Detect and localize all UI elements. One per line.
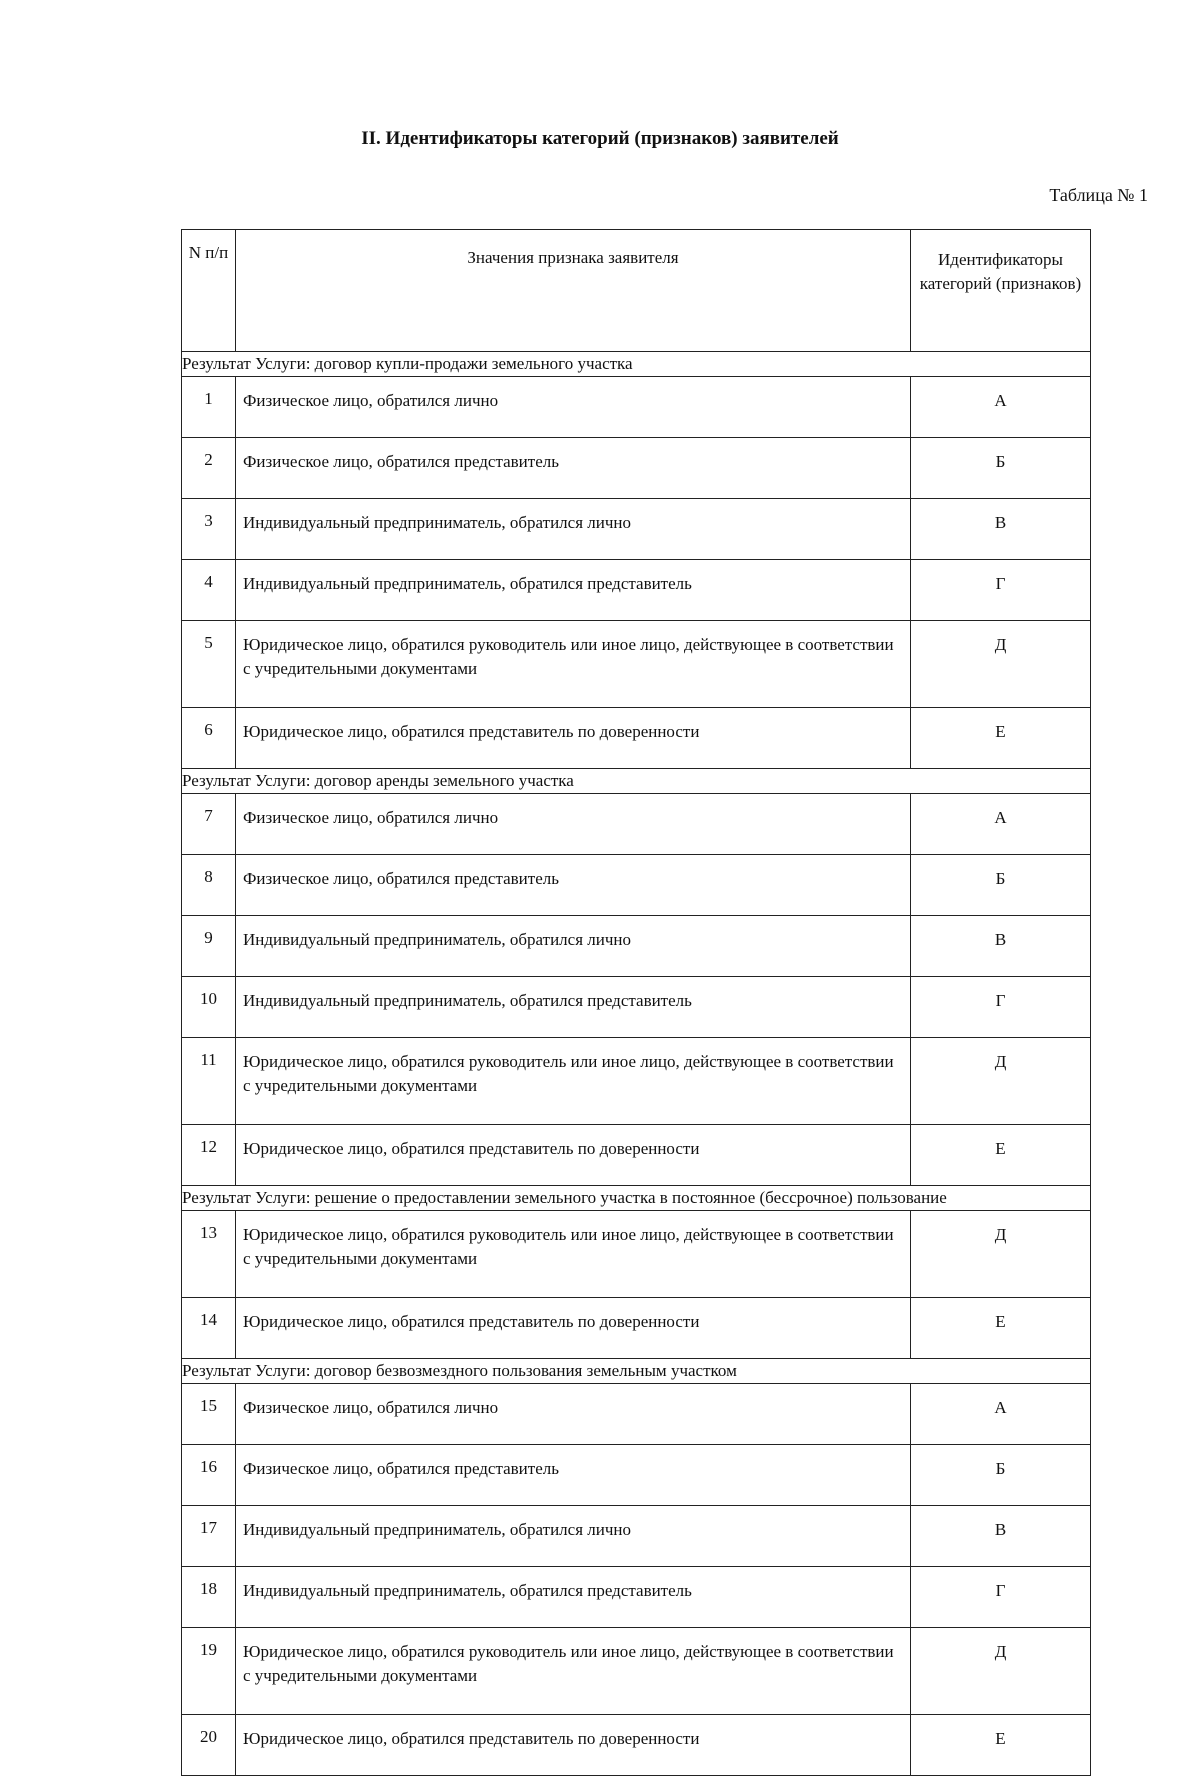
table-row [182, 977, 1091, 1038]
header-value: Значения признака заявителя [236, 230, 911, 352]
table-row [182, 708, 1091, 769]
table-row [182, 794, 1091, 855]
table-row [182, 916, 1091, 977]
row-value: Индивидуальный предприниматель, обратился представитель [236, 977, 911, 1038]
row-number: 1 [182, 377, 236, 438]
table-row [182, 1384, 1091, 1445]
section-title: Результат Услуги: решение о предоставлении земельного участка в постоянное (бессрочное) пользование [182, 1186, 1091, 1211]
row-value: Юридическое лицо, обратился руководитель или иное лицо, действующее в соответствии с учредительными документами [236, 621, 911, 708]
row-identifier: Б [911, 1445, 1091, 1506]
row-value: Индивидуальный предприниматель, обратился лично [236, 1506, 911, 1567]
row-number: 14 [182, 1298, 236, 1359]
section-title: Результат Услуги: договор безвозмездного пользования земельным участком [182, 1359, 1091, 1384]
row-number: 3 [182, 499, 236, 560]
row-identifier: А [911, 1384, 1091, 1445]
row-identifier: В [911, 916, 1091, 977]
row-value: Юридическое лицо, обратился руководитель или иное лицо, действующее в соответствии с учредительными документами [236, 1038, 911, 1125]
row-identifier: Е [911, 1125, 1091, 1186]
row-identifier: Д [911, 1628, 1091, 1715]
table-row [182, 1211, 1091, 1298]
row-number: 20 [182, 1715, 236, 1776]
row-identifier: А [911, 377, 1091, 438]
row-identifier: Б [911, 855, 1091, 916]
table-row [182, 1567, 1091, 1628]
row-identifier: Д [911, 1038, 1091, 1125]
identifiers-table [181, 229, 1091, 1776]
row-identifier: А [911, 794, 1091, 855]
table-row [182, 621, 1091, 708]
row-value: Физическое лицо, обратился лично [236, 794, 911, 855]
row-value: Индивидуальный предприниматель, обратился лично [236, 499, 911, 560]
row-number: 2 [182, 438, 236, 499]
table-row [182, 855, 1091, 916]
table-number-label: Таблица № 1 [1049, 185, 1148, 205]
row-value: Физическое лицо, обратился представитель [236, 438, 911, 499]
table-row [182, 560, 1091, 621]
row-identifier: Е [911, 708, 1091, 769]
row-identifier: Е [911, 1715, 1091, 1776]
section-title: Результат Услуги: договор купли-продажи земельного участка [182, 352, 1091, 377]
row-identifier: Д [911, 621, 1091, 708]
row-value: Физическое лицо, обратился представитель [236, 1445, 911, 1506]
row-value: Физическое лицо, обратился лично [236, 1384, 911, 1445]
row-value: Индивидуальный предприниматель, обратился представитель [236, 560, 911, 621]
header-number: N п/п [182, 230, 236, 352]
row-number: 7 [182, 794, 236, 855]
row-number: 12 [182, 1125, 236, 1186]
row-number: 8 [182, 855, 236, 916]
document-title: II. Идентификаторы категорий (признаков) заявителей [361, 128, 839, 149]
row-value: Юридическое лицо, обратился представитель по доверенности [236, 708, 911, 769]
row-number: 13 [182, 1211, 236, 1298]
section-row [182, 1186, 1091, 1211]
row-identifier: Г [911, 977, 1091, 1038]
row-identifier: Б [911, 438, 1091, 499]
row-value: Юридическое лицо, обратился руководитель или иное лицо, действующее в соответствии с учредительными документами [236, 1628, 911, 1715]
table-row [182, 1125, 1091, 1186]
table-row [182, 1298, 1091, 1359]
row-number: 4 [182, 560, 236, 621]
row-value: Юридическое лицо, обратился руководитель или иное лицо, действующее в соответствии с учредительными документами [236, 1211, 911, 1298]
row-value: Физическое лицо, обратился представитель [236, 855, 911, 916]
row-number: 6 [182, 708, 236, 769]
table-row [182, 438, 1091, 499]
row-number: 9 [182, 916, 236, 977]
row-number: 10 [182, 977, 236, 1038]
section-row [182, 1359, 1091, 1384]
row-identifier: Г [911, 1567, 1091, 1628]
table-row [182, 1628, 1091, 1715]
header-identifier: Идентификаторы категорий (признаков) [911, 230, 1091, 352]
row-number: 19 [182, 1628, 236, 1715]
table-row [182, 1038, 1091, 1125]
row-identifier: Д [911, 1211, 1091, 1298]
table-row [182, 377, 1091, 438]
row-value: Юридическое лицо, обратился представитель по доверенности [236, 1298, 911, 1359]
row-number: 5 [182, 621, 236, 708]
row-number: 11 [182, 1038, 236, 1125]
row-identifier: Е [911, 1298, 1091, 1359]
table-row [182, 1715, 1091, 1776]
table-body [182, 352, 1091, 1776]
row-value: Физическое лицо, обратился лично [236, 377, 911, 438]
row-number: 18 [182, 1567, 236, 1628]
section-row [182, 352, 1091, 377]
table-row [182, 1506, 1091, 1567]
row-value: Индивидуальный предприниматель, обратился лично [236, 916, 911, 977]
row-value: Индивидуальный предприниматель, обратился представитель [236, 1567, 911, 1628]
table-header-row [182, 230, 1091, 352]
row-identifier: В [911, 1506, 1091, 1567]
row-identifier: Г [911, 560, 1091, 621]
section-row [182, 769, 1091, 794]
row-number: 17 [182, 1506, 236, 1567]
row-value: Юридическое лицо, обратился представитель по доверенности [236, 1715, 911, 1776]
row-number: 15 [182, 1384, 236, 1445]
row-identifier: В [911, 499, 1091, 560]
section-title: Результат Услуги: договор аренды земельного участка [182, 769, 1091, 794]
row-number: 16 [182, 1445, 236, 1506]
row-value: Юридическое лицо, обратился представитель по доверенности [236, 1125, 911, 1186]
table-row [182, 1445, 1091, 1506]
table-row [182, 499, 1091, 560]
